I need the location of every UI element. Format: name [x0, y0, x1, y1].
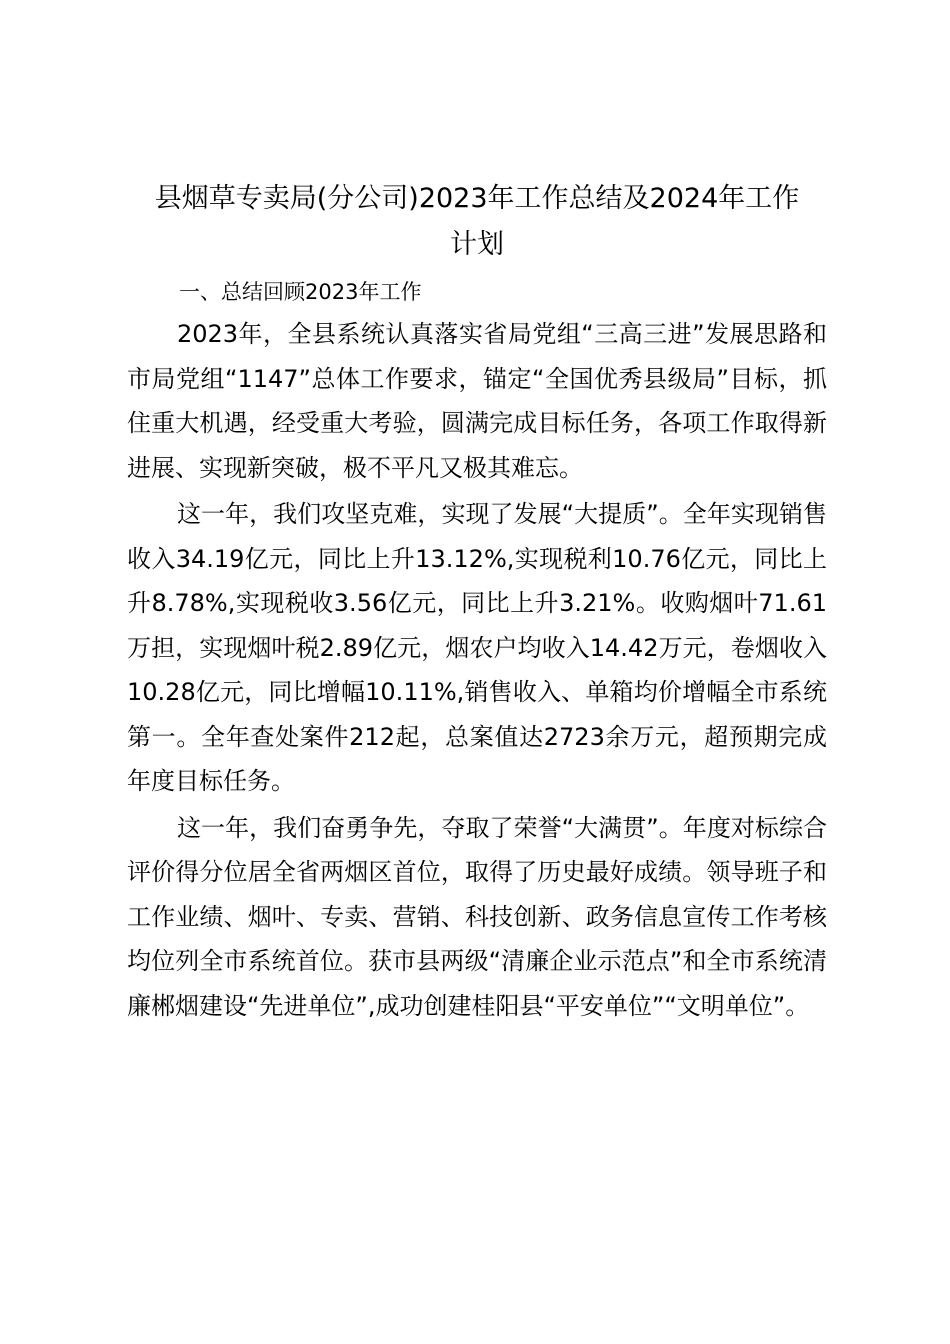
paragraph-honors: 这一年，我们奋勇争先，夺取了荣誉“大满贯”。年度对标综合评价得分位居全省两烟区首位，取得了历史最好成绩。领导班子和工作业绩、烟叶、专卖、营销、科技创新、政务信息宣传工作考核均位列全市系统首位。获市县两级“清廉企业示范点”和全市系统清廉郴烟建设“先进单位”,成功创建桂阳县“平安单位”“文明单位”。	[127, 813, 827, 1020]
paragraph-development: 这一年，我们攻坚克难，实现了发展“大提质”。全年实现销售收入34.19亿元，同比上升13.12%,实现税利10.76亿元，同比上升8.78%,实现税收3.56亿元，同比上升3.21%。收购烟叶71.61万担，实现烟叶税2.89亿元，烟农户均收入14.42万元，卷烟收入10.28亿元，同比增幅10.11%,销售收入、单箱均价增幅全市系统第一。全年查处案件212起，总案值达2723余万元，超预期完成年度目标任务。	[127, 500, 827, 795]
paragraph-overview: 2023年，全县系统认真落实省局党组“三高三进”发展思路和市局党组“1147”总体工作要求，锚定“全国优秀县级局”目标，抓住重大机遇，经受重大考验，圆满完成目标任务，各项工作取得新进展、实现新突破，极不平凡又极其难忘。	[127, 320, 827, 482]
document-title-line-2: 计划	[450, 229, 504, 260]
document-title-line-1: 县烟草专卖局(分公司)2023年工作总结及2024年工作	[154, 183, 800, 214]
document-title-text	[155, 183, 800, 260]
section-heading: 一、总结回顾2023年工作	[179, 280, 422, 304]
document-body	[127, 176, 827, 1028]
document-title	[127, 176, 827, 268]
